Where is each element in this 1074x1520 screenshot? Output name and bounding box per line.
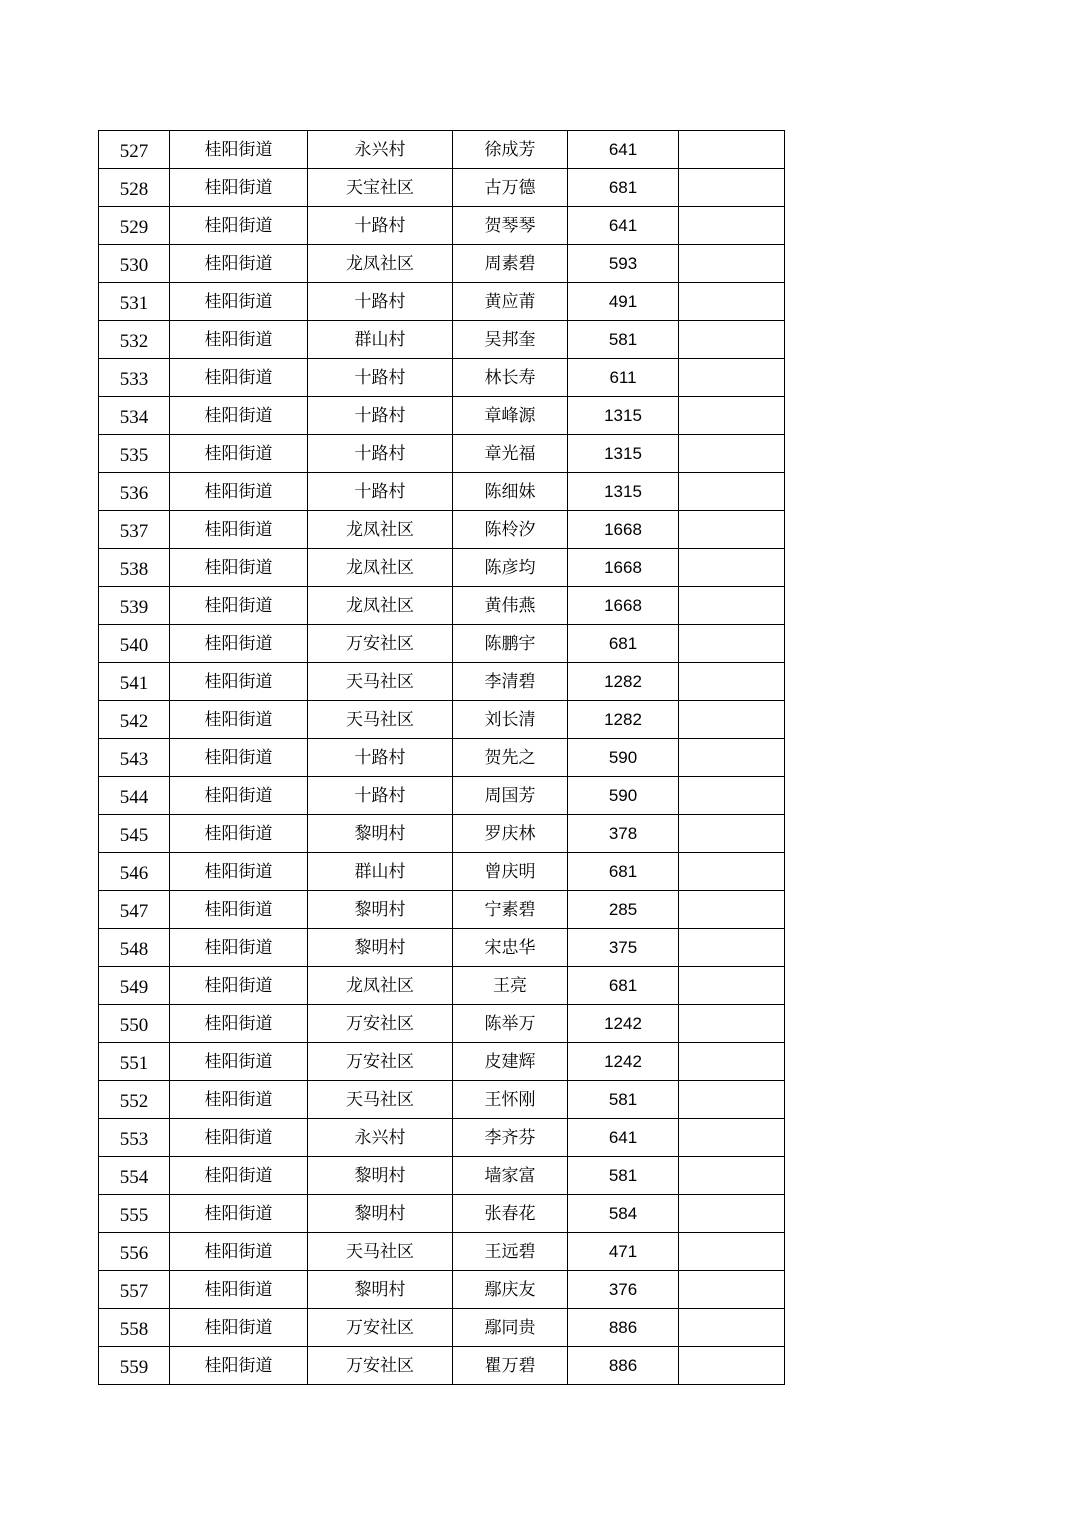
amount-cell: 611: [568, 359, 679, 397]
note-cell: [679, 1119, 785, 1157]
name-cell: 林长寿: [453, 359, 568, 397]
row-number-cell: 556: [99, 1233, 170, 1271]
village-cell: 十路村: [308, 473, 453, 511]
name-cell: 徐成芳: [453, 131, 568, 169]
village-cell: 万安社区: [308, 1043, 453, 1081]
note-cell: [679, 1157, 785, 1195]
table-row: [99, 511, 785, 549]
row-number-cell: 535: [99, 435, 170, 473]
amount-cell: 1315: [568, 435, 679, 473]
note-cell: [679, 549, 785, 587]
table-row: [99, 549, 785, 587]
street-cell: 桂阳街道: [170, 891, 308, 929]
note-cell: [679, 1005, 785, 1043]
name-cell: 周素碧: [453, 245, 568, 283]
row-number-cell: 542: [99, 701, 170, 739]
name-cell: 陈彦均: [453, 549, 568, 587]
street-cell: 桂阳街道: [170, 1157, 308, 1195]
name-cell: 黄应莆: [453, 283, 568, 321]
street-cell: 桂阳街道: [170, 587, 308, 625]
table-row: [99, 1081, 785, 1119]
row-number-cell: 537: [99, 511, 170, 549]
village-cell: 黎明村: [308, 1157, 453, 1195]
village-cell: 龙凤社区: [308, 587, 453, 625]
name-cell: 宁素碧: [453, 891, 568, 929]
village-cell: 万安社区: [308, 1005, 453, 1043]
note-cell: [679, 1233, 785, 1271]
row-number-cell: 528: [99, 169, 170, 207]
amount-cell: 641: [568, 1119, 679, 1157]
village-cell: 天马社区: [308, 1081, 453, 1119]
street-cell: 桂阳街道: [170, 777, 308, 815]
table-row: [99, 967, 785, 1005]
name-cell: 章峰源: [453, 397, 568, 435]
note-cell: [679, 1347, 785, 1385]
name-cell: 周国芳: [453, 777, 568, 815]
name-cell: 张春花: [453, 1195, 568, 1233]
amount-cell: 641: [568, 207, 679, 245]
amount-cell: 376: [568, 1271, 679, 1309]
name-cell: 瞿万碧: [453, 1347, 568, 1385]
note-cell: [679, 625, 785, 663]
village-cell: 群山村: [308, 321, 453, 359]
name-cell: 李清碧: [453, 663, 568, 701]
village-cell: 龙凤社区: [308, 511, 453, 549]
amount-cell: 681: [568, 169, 679, 207]
row-number-cell: 555: [99, 1195, 170, 1233]
name-cell: 古万德: [453, 169, 568, 207]
village-cell: 十路村: [308, 207, 453, 245]
note-cell: [679, 739, 785, 777]
table-row: [99, 1233, 785, 1271]
name-cell: 王亮: [453, 967, 568, 1005]
table-row: [99, 663, 785, 701]
amount-cell: 584: [568, 1195, 679, 1233]
amount-cell: 641: [568, 131, 679, 169]
note-cell: [679, 169, 785, 207]
village-cell: 龙凤社区: [308, 245, 453, 283]
amount-cell: 590: [568, 739, 679, 777]
row-number-cell: 552: [99, 1081, 170, 1119]
street-cell: 桂阳街道: [170, 245, 308, 283]
street-cell: 桂阳街道: [170, 1233, 308, 1271]
table-row: [99, 701, 785, 739]
amount-cell: 886: [568, 1347, 679, 1385]
table-row: [99, 1347, 785, 1385]
amount-cell: 581: [568, 321, 679, 359]
street-cell: 桂阳街道: [170, 321, 308, 359]
village-cell: 黎明村: [308, 815, 453, 853]
table-row: [99, 359, 785, 397]
table-row: [99, 1271, 785, 1309]
name-cell: 宋忠华: [453, 929, 568, 967]
table-row: [99, 891, 785, 929]
village-cell: 黎明村: [308, 1195, 453, 1233]
street-cell: 桂阳街道: [170, 131, 308, 169]
table-row: [99, 245, 785, 283]
note-cell: [679, 359, 785, 397]
village-cell: 群山村: [308, 853, 453, 891]
table-body: [99, 131, 785, 1385]
note-cell: [679, 1081, 785, 1119]
street-cell: 桂阳街道: [170, 1347, 308, 1385]
village-cell: 龙凤社区: [308, 967, 453, 1005]
street-cell: 桂阳街道: [170, 283, 308, 321]
table-row: [99, 739, 785, 777]
village-cell: 万安社区: [308, 1309, 453, 1347]
row-number-cell: 551: [99, 1043, 170, 1081]
name-cell: 王远碧: [453, 1233, 568, 1271]
street-cell: 桂阳街道: [170, 397, 308, 435]
note-cell: [679, 929, 785, 967]
table-row: [99, 397, 785, 435]
street-cell: 桂阳街道: [170, 739, 308, 777]
name-cell: 鄢庆友: [453, 1271, 568, 1309]
amount-cell: 1242: [568, 1043, 679, 1081]
amount-cell: 1668: [568, 549, 679, 587]
amount-cell: 1668: [568, 511, 679, 549]
table-row: [99, 853, 785, 891]
table-row: [99, 321, 785, 359]
village-cell: 十路村: [308, 283, 453, 321]
row-number-cell: 534: [99, 397, 170, 435]
amount-cell: 491: [568, 283, 679, 321]
table-row: [99, 1157, 785, 1195]
row-number-cell: 545: [99, 815, 170, 853]
row-number-cell: 531: [99, 283, 170, 321]
note-cell: [679, 1309, 785, 1347]
name-cell: 贺琴琴: [453, 207, 568, 245]
row-number-cell: 527: [99, 131, 170, 169]
name-cell: 刘长清: [453, 701, 568, 739]
row-number-cell: 549: [99, 967, 170, 1005]
row-number-cell: 539: [99, 587, 170, 625]
street-cell: 桂阳街道: [170, 549, 308, 587]
name-cell: 墙家富: [453, 1157, 568, 1195]
table-row: [99, 1005, 785, 1043]
amount-cell: 681: [568, 967, 679, 1005]
note-cell: [679, 511, 785, 549]
name-cell: 吴邦奎: [453, 321, 568, 359]
amount-cell: 471: [568, 1233, 679, 1271]
name-cell: 贺先之: [453, 739, 568, 777]
table-row: [99, 1195, 785, 1233]
table-row: [99, 473, 785, 511]
amount-cell: 581: [568, 1157, 679, 1195]
table-row: [99, 283, 785, 321]
row-number-cell: 553: [99, 1119, 170, 1157]
name-cell: 陈鹏宇: [453, 625, 568, 663]
village-cell: 永兴村: [308, 131, 453, 169]
street-cell: 桂阳街道: [170, 1195, 308, 1233]
street-cell: 桂阳街道: [170, 663, 308, 701]
table-row: [99, 1043, 785, 1081]
village-cell: 黎明村: [308, 891, 453, 929]
note-cell: [679, 1195, 785, 1233]
note-cell: [679, 853, 785, 891]
row-number-cell: 547: [99, 891, 170, 929]
village-cell: 十路村: [308, 435, 453, 473]
row-number-cell: 533: [99, 359, 170, 397]
row-number-cell: 548: [99, 929, 170, 967]
village-cell: 永兴村: [308, 1119, 453, 1157]
street-cell: 桂阳街道: [170, 169, 308, 207]
table-row: [99, 169, 785, 207]
street-cell: 桂阳街道: [170, 701, 308, 739]
table-row: [99, 929, 785, 967]
recipient-table: [98, 130, 785, 1385]
village-cell: 天马社区: [308, 1233, 453, 1271]
village-cell: 十路村: [308, 397, 453, 435]
amount-cell: 285: [568, 891, 679, 929]
street-cell: 桂阳街道: [170, 1309, 308, 1347]
amount-cell: 581: [568, 1081, 679, 1119]
street-cell: 桂阳街道: [170, 1043, 308, 1081]
name-cell: 陈举万: [453, 1005, 568, 1043]
street-cell: 桂阳街道: [170, 1271, 308, 1309]
row-number-cell: 541: [99, 663, 170, 701]
row-number-cell: 554: [99, 1157, 170, 1195]
note-cell: [679, 701, 785, 739]
table-row: [99, 815, 785, 853]
row-number-cell: 536: [99, 473, 170, 511]
name-cell: 章光福: [453, 435, 568, 473]
note-cell: [679, 131, 785, 169]
village-cell: 天宝社区: [308, 169, 453, 207]
amount-cell: 681: [568, 625, 679, 663]
row-number-cell: 540: [99, 625, 170, 663]
village-cell: 龙凤社区: [308, 549, 453, 587]
street-cell: 桂阳街道: [170, 967, 308, 1005]
street-cell: 桂阳街道: [170, 359, 308, 397]
amount-cell: 1668: [568, 587, 679, 625]
row-number-cell: 550: [99, 1005, 170, 1043]
table-row: [99, 625, 785, 663]
amount-cell: 1315: [568, 397, 679, 435]
note-cell: [679, 207, 785, 245]
village-cell: 黎明村: [308, 1271, 453, 1309]
table-row: [99, 587, 785, 625]
street-cell: 桂阳街道: [170, 1005, 308, 1043]
street-cell: 桂阳街道: [170, 473, 308, 511]
name-cell: 皮建辉: [453, 1043, 568, 1081]
note-cell: [679, 283, 785, 321]
table-row: [99, 131, 785, 169]
note-cell: [679, 1271, 785, 1309]
note-cell: [679, 245, 785, 283]
note-cell: [679, 321, 785, 359]
village-cell: 天马社区: [308, 701, 453, 739]
note-cell: [679, 815, 785, 853]
amount-cell: 1315: [568, 473, 679, 511]
row-number-cell: 530: [99, 245, 170, 283]
table-row: [99, 1119, 785, 1157]
note-cell: [679, 1043, 785, 1081]
name-cell: 王怀刚: [453, 1081, 568, 1119]
name-cell: 曾庆明: [453, 853, 568, 891]
amount-cell: 1282: [568, 701, 679, 739]
village-cell: 天马社区: [308, 663, 453, 701]
row-number-cell: 543: [99, 739, 170, 777]
village-cell: 十路村: [308, 777, 453, 815]
street-cell: 桂阳街道: [170, 207, 308, 245]
name-cell: 李齐芬: [453, 1119, 568, 1157]
amount-cell: 681: [568, 853, 679, 891]
row-number-cell: 538: [99, 549, 170, 587]
row-number-cell: 532: [99, 321, 170, 359]
note-cell: [679, 473, 785, 511]
street-cell: 桂阳街道: [170, 511, 308, 549]
note-cell: [679, 435, 785, 473]
name-cell: 陈柃汐: [453, 511, 568, 549]
amount-cell: 590: [568, 777, 679, 815]
amount-cell: 375: [568, 929, 679, 967]
table-row: [99, 1309, 785, 1347]
street-cell: 桂阳街道: [170, 435, 308, 473]
street-cell: 桂阳街道: [170, 853, 308, 891]
street-cell: 桂阳街道: [170, 625, 308, 663]
village-cell: 黎明村: [308, 929, 453, 967]
name-cell: 鄢同贵: [453, 1309, 568, 1347]
village-cell: 十路村: [308, 359, 453, 397]
village-cell: 十路村: [308, 739, 453, 777]
note-cell: [679, 663, 785, 701]
table-row: [99, 777, 785, 815]
row-number-cell: 544: [99, 777, 170, 815]
street-cell: 桂阳街道: [170, 1119, 308, 1157]
village-cell: 万安社区: [308, 625, 453, 663]
name-cell: 黄伟燕: [453, 587, 568, 625]
row-number-cell: 557: [99, 1271, 170, 1309]
note-cell: [679, 891, 785, 929]
row-number-cell: 559: [99, 1347, 170, 1385]
name-cell: 陈细妹: [453, 473, 568, 511]
row-number-cell: 529: [99, 207, 170, 245]
street-cell: 桂阳街道: [170, 1081, 308, 1119]
row-number-cell: 546: [99, 853, 170, 891]
note-cell: [679, 777, 785, 815]
note-cell: [679, 587, 785, 625]
table-row: [99, 207, 785, 245]
village-cell: 万安社区: [308, 1347, 453, 1385]
name-cell: 罗庆林: [453, 815, 568, 853]
note-cell: [679, 967, 785, 1005]
note-cell: [679, 397, 785, 435]
amount-cell: 1282: [568, 663, 679, 701]
street-cell: 桂阳街道: [170, 929, 308, 967]
amount-cell: 378: [568, 815, 679, 853]
amount-cell: 1242: [568, 1005, 679, 1043]
row-number-cell: 558: [99, 1309, 170, 1347]
street-cell: 桂阳街道: [170, 815, 308, 853]
amount-cell: 593: [568, 245, 679, 283]
amount-cell: 886: [568, 1309, 679, 1347]
table-row: [99, 435, 785, 473]
